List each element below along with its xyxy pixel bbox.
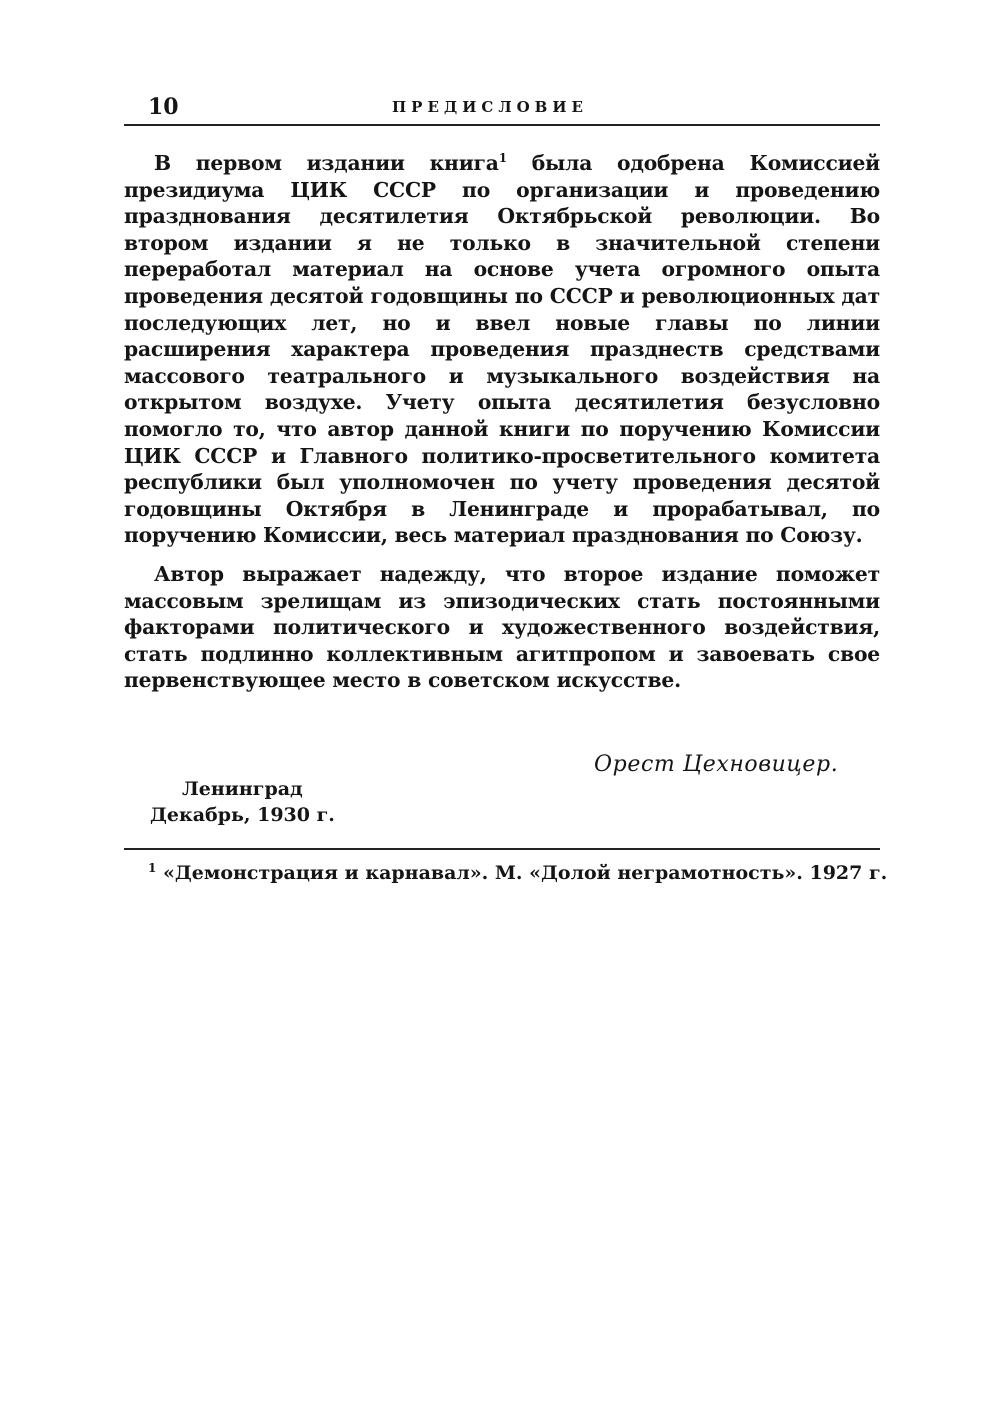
footnote	[148, 861, 888, 884]
footnote-reference: 1	[498, 151, 507, 165]
preface-body	[124, 150, 880, 694]
place-date-block	[150, 776, 340, 828]
header-rule	[124, 124, 880, 126]
date: Декабрь, 1930 г.	[150, 804, 335, 826]
paragraph-1	[124, 150, 880, 549]
footnote-rule	[124, 848, 880, 850]
footnote-marker: 1	[148, 861, 157, 875]
paragraph-2: Автор выражает надежду, что второе издание поможет массовым зрелищам из эпизодических стать постоянными факторами политического и художественного воздействия, стать подлинно коллективным агитпропом и завоевать свое первенствующее место в советском искусстве.	[124, 561, 880, 693]
footnote-text: «Демонстрация и карнавал». М. «Долой неграмотность». 1927 г.	[162, 862, 888, 884]
page-header	[124, 90, 880, 124]
place: Ленинград	[182, 778, 303, 800]
running-title: ПРЕДИСЛОВИЕ	[392, 98, 588, 116]
paragraph-1-rest: была одобрена Комиссией президиума ЦИК СССР по организации и проведению празднования десятилетия Октябрьской революции. Во втором издании я не только в значительной степени переработал материал на основе учета огромного опыта проведения десятой годовщины по СССР и революционных дат последующих лет, но и ввел новые главы по линии расширения характера проведения празднеств средствами массового театрального и музыкального воздействия на открытом воздухе. Учету опыта десятилетия безусловно помогло то, что автор данной книги по поручению Комиссии ЦИК СССР и Главного политико-просветительного комитета республики был уполномочен по учету проведения десятой годовщины Октября в Ленинграде и прорабатывал, по поручению Комиссии, весь материал празднования по Союзу.	[124, 151, 880, 548]
author-signature: Орест Цехновицер.	[594, 752, 839, 777]
paragraph-1-start: В первом издании книга	[154, 151, 499, 175]
page-number: 10	[148, 94, 179, 120]
